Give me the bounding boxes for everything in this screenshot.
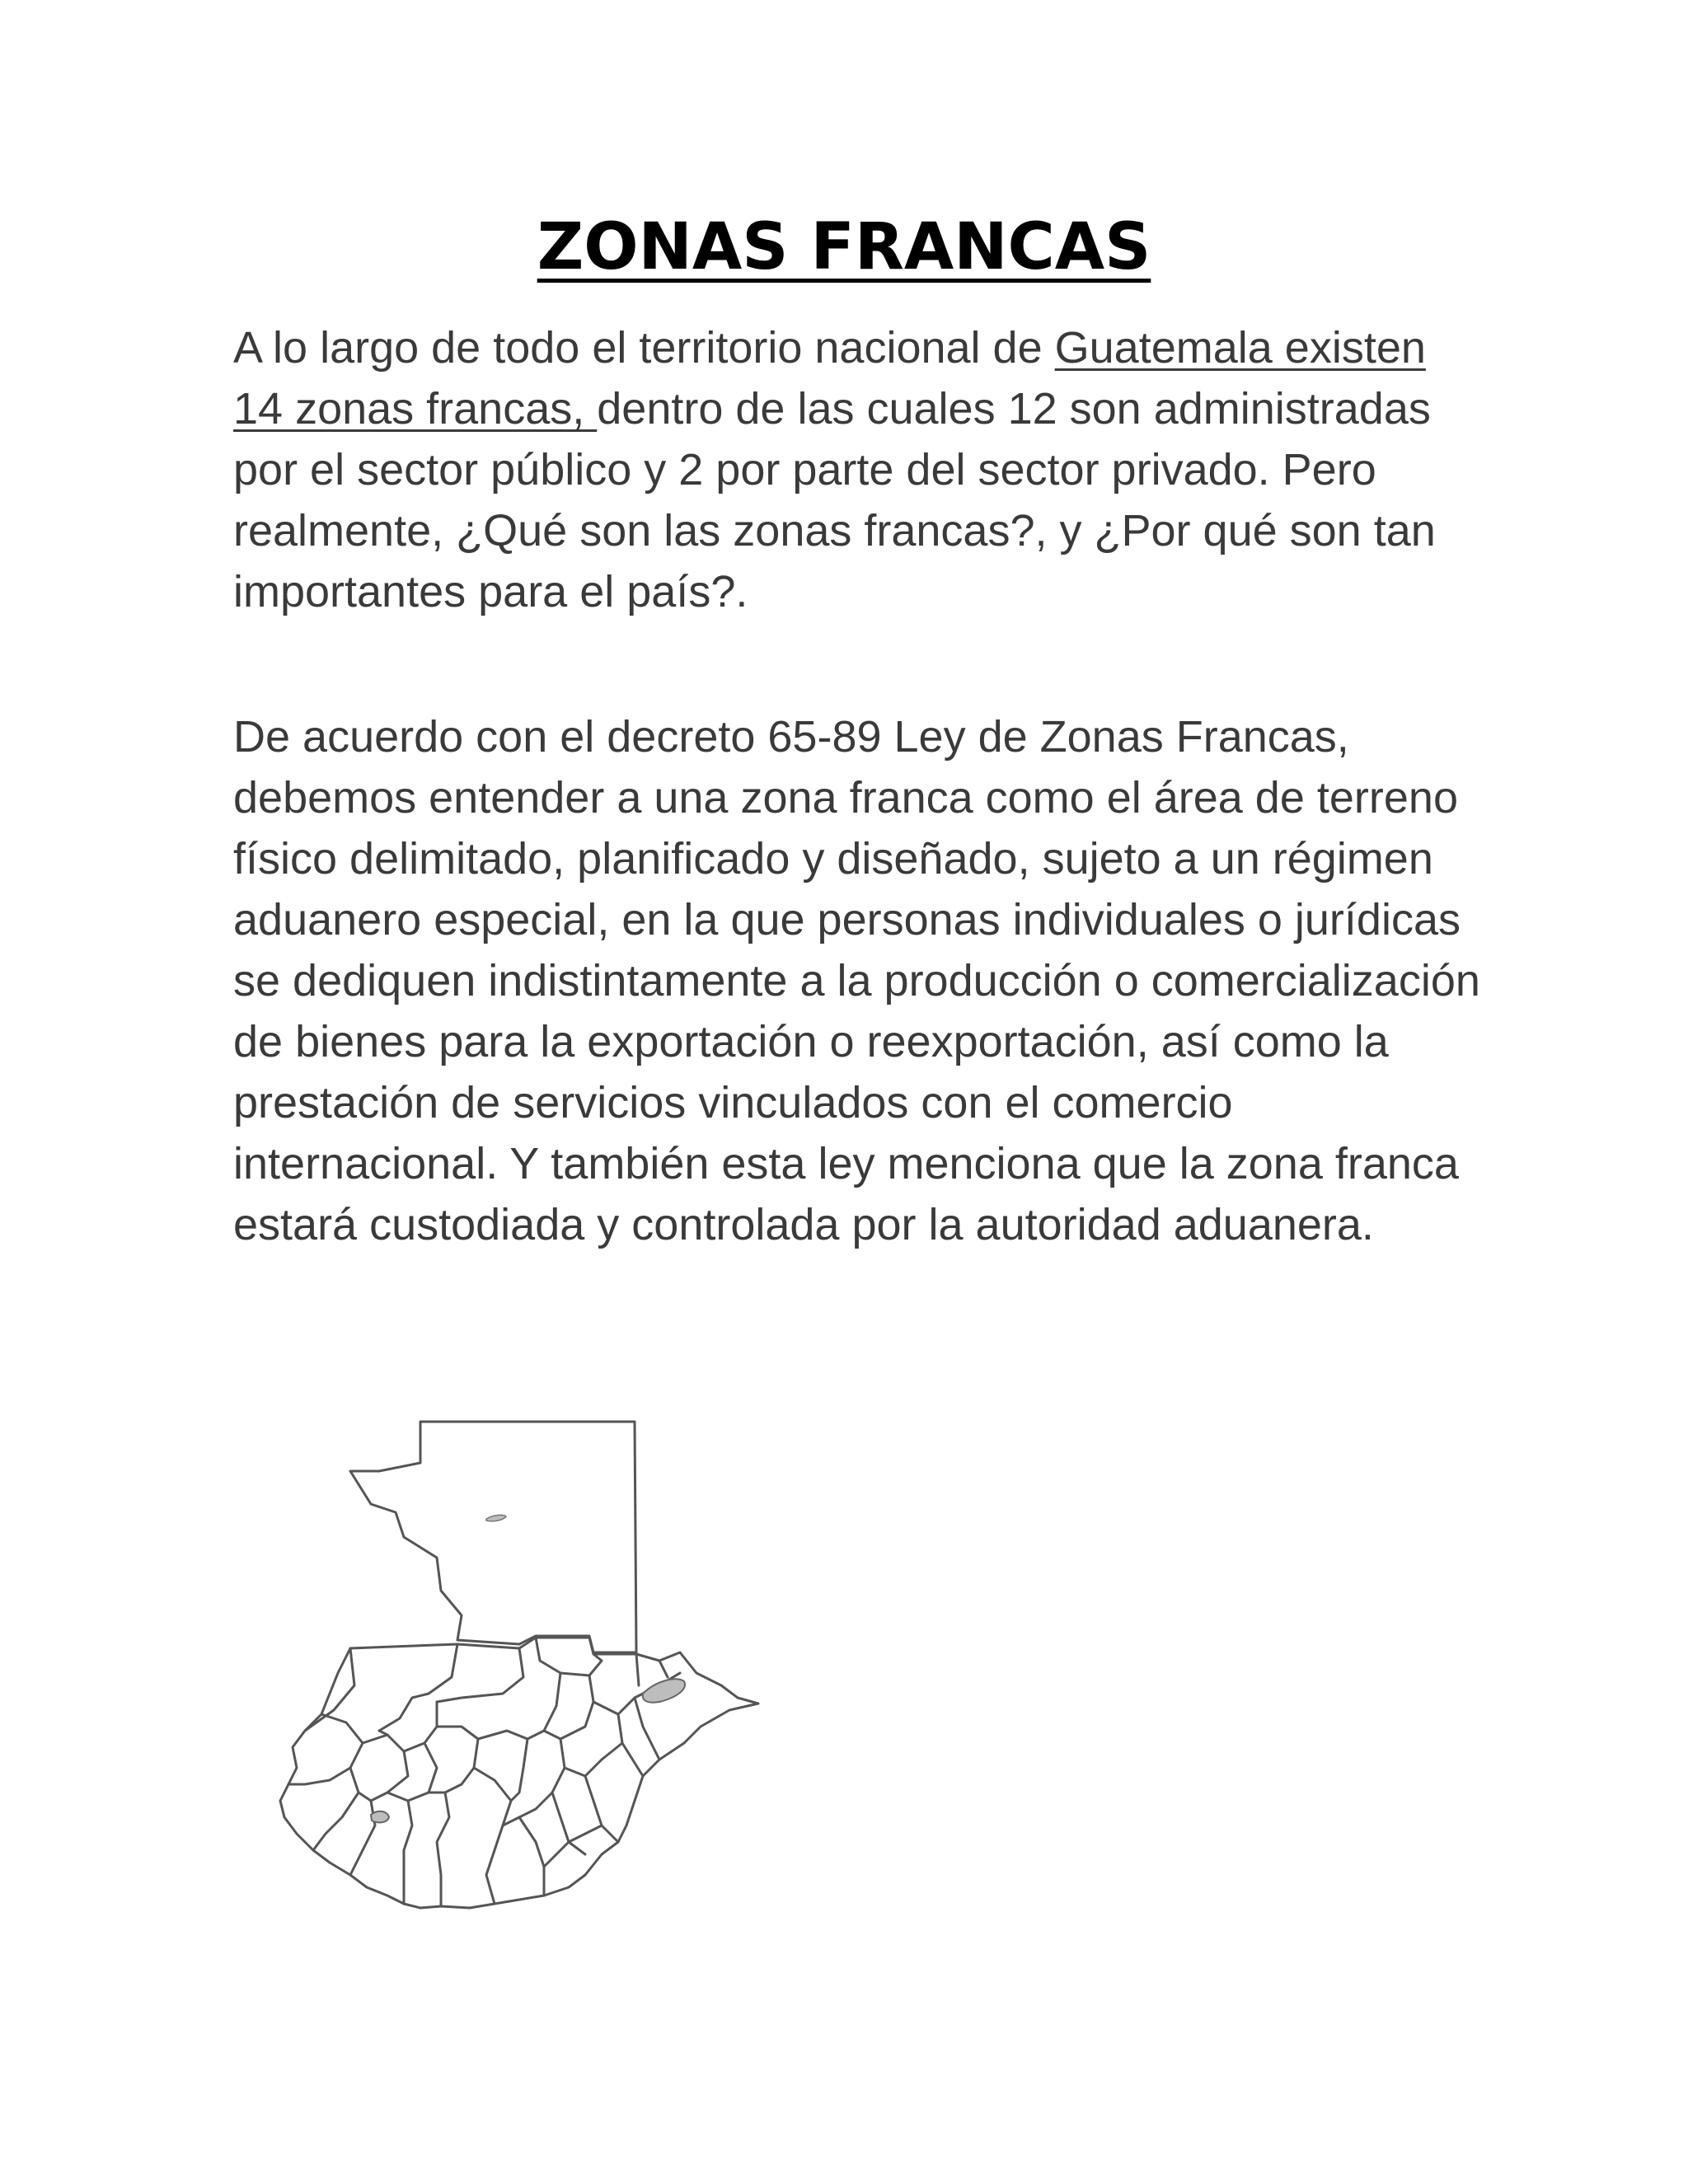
guatemala-map-image [272, 1413, 783, 1941]
paragraph-intro-underlined: Guatemala existen 14 zonas francas, [233, 323, 1426, 434]
peten-region [350, 1422, 636, 1652]
page-title-text: ZONAS FRANCAS [537, 210, 1151, 284]
lake-atitlan [371, 1811, 389, 1823]
paragraph-intro [233, 317, 1486, 622]
page-title [0, 206, 1688, 288]
lake-peten-itza [486, 1515, 506, 1521]
map-outline [280, 1422, 758, 1908]
paragraph-definition: De acuerdo con el decreto 65-89 Ley de Zonas Francas, debemos entender a una zona franca como el área de terreno físico delimitado, planificado y diseñado, sujeto a un régimen aduanero especial, en la que personas individuales o jurídicas se dediquen indistintamente a la producción o comercialización de bienes para la exportación o reexportación, así como la prestación de servicios vinculados con el comercio internacional. Y también esta ley menciona que la zona franca estará custodiada y controlada por la autoridad aduanera. [233, 712, 1480, 1249]
paragraph-intro-rest: dentro de las cuales 12 son administradas por el sector público y 2 por parte del sector privado. Pero realmente, ¿Qué son las zonas francas?, y ¿Por qué son tan importantes para el país?. [233, 384, 1436, 616]
paragraph-intro-lead: A lo largo de todo el territorio nacional de [233, 323, 1055, 373]
lake-izabal [643, 1679, 685, 1702]
